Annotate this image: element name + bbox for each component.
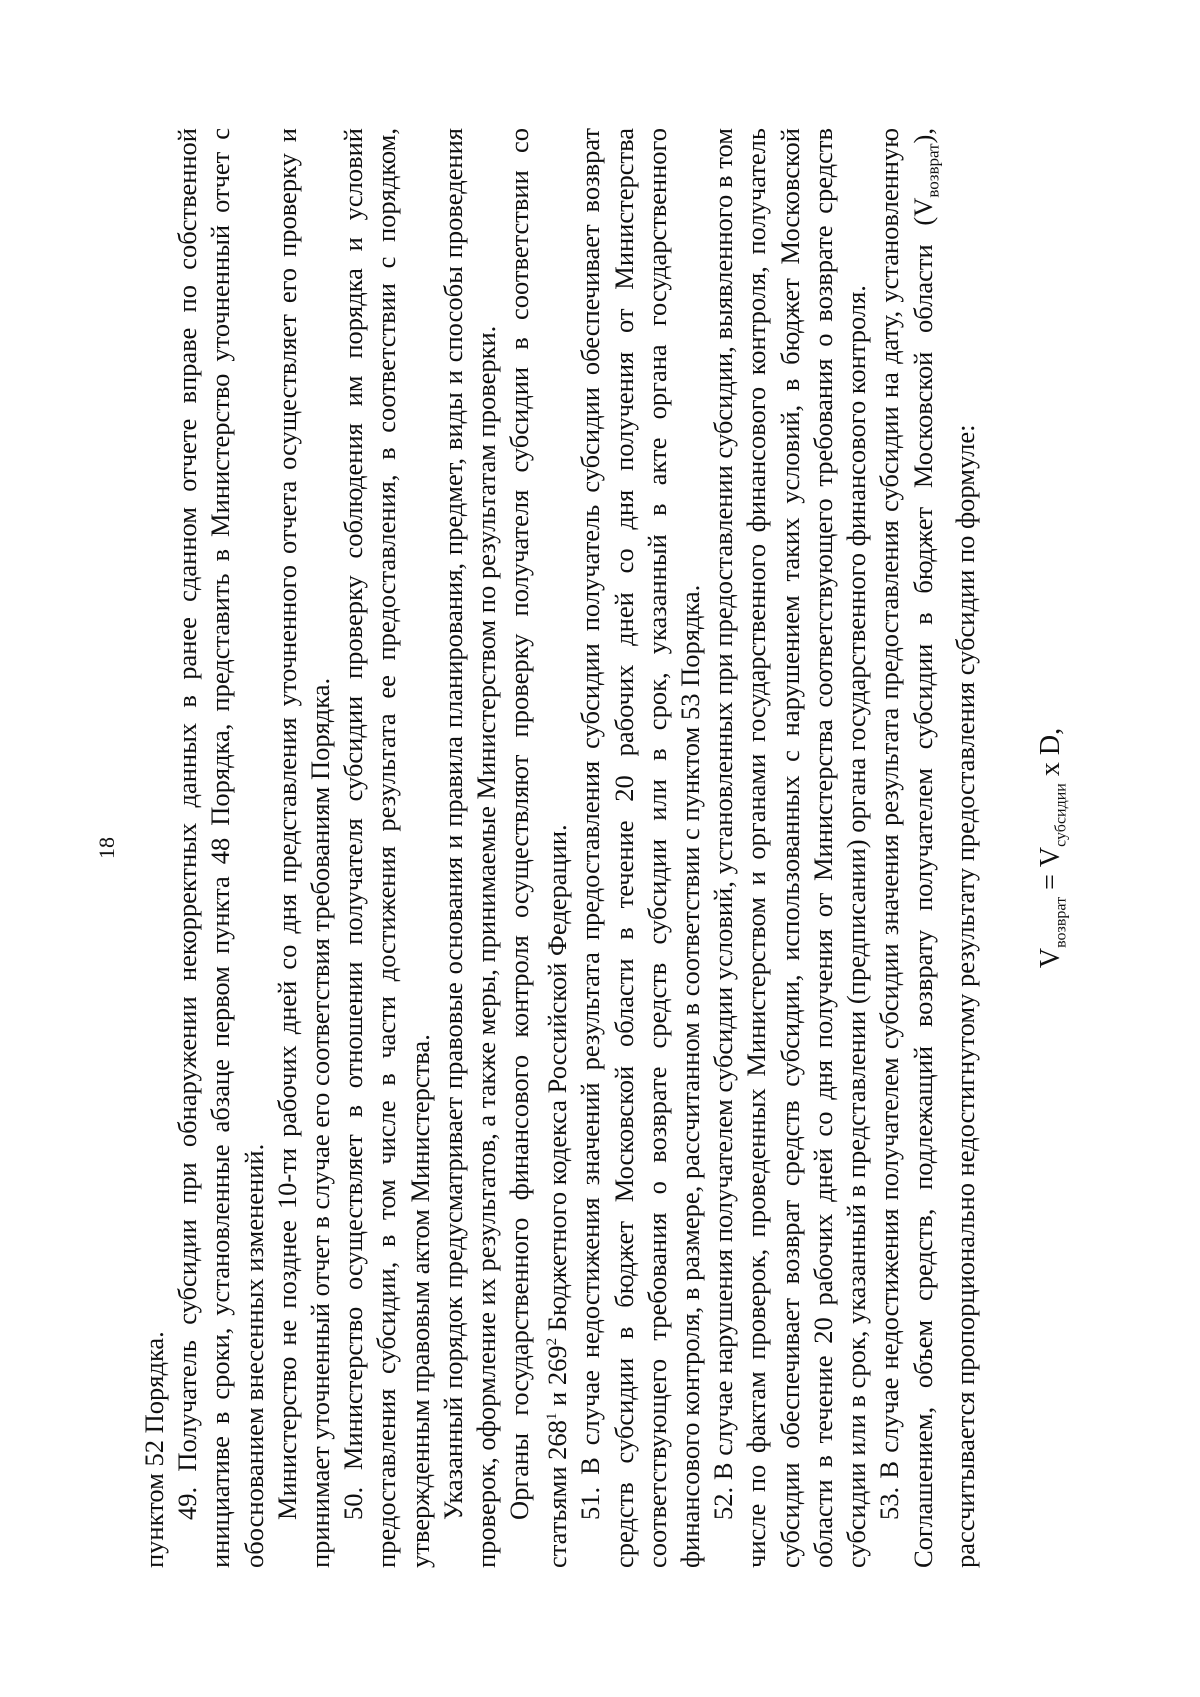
superscript-2: 2: [544, 1337, 561, 1346]
paragraph-50-financial-control: [503, 128, 574, 1568]
text-fragment: Бюджетного кодекса Российской Федерации.: [542, 824, 573, 1338]
paragraph-50: 50. Министерство осуществляет в отношении получателя субсидии проверку соблюдения им порядка и условий предоставления субсидии, в том числе в части достижения результата ее предоставления, в соответствии с порядком, утвержденным правовым актом Министерства.: [338, 128, 435, 1568]
document-page: [70, 58, 1130, 1638]
page-number: 18: [94, 837, 119, 859]
paragraph-50-procedure: Указанный порядок предусматривает правовые основания и правила планирования, предмет, виды и способы проведения проверок, оформление их результатов, а также меры, принимаемые Министерством по результатам проверки.: [437, 128, 502, 1568]
formula-equals: = V: [1035, 846, 1067, 897]
text-fragment: ), рассчитывается пропорционально недостигнутому результату предоставления субсидии по формуле:: [907, 128, 980, 1568]
paragraph-continuation: пунктом 52 Порядка.: [139, 1331, 169, 1568]
text-fragment: Органы государственного финансового контроля осуществляют проверку получателя субсидии в соответствии со статьями 268: [504, 128, 573, 1568]
superscript-1: 1: [544, 1412, 561, 1421]
formula-sub-subsidii: субсидии: [1052, 783, 1070, 847]
paragraph-49-check: Министерство не позднее 10-ти рабочих дней со дня представления уточненного отчета осуществляет его проверку и принимает уточненный отчет в случае его соответствия требованиям Порядка.: [271, 128, 336, 1568]
document-body: [138, 128, 1078, 1568]
paragraph-53: [873, 128, 982, 1568]
formula-tail: x D,: [1035, 727, 1067, 784]
subscript-vozvrat: возврат: [922, 143, 942, 198]
text-fragment: и 269: [542, 1345, 573, 1413]
paragraph-49: 49. Получатель субсидии при обнаружении некорректных данных в ранее сданном отчете вправе по собственной инициативе в сроки, установленные абзаце первом пункта 48 Порядка, представить в Министерство уточненный отчет с обоснованием внесенных изменений.: [172, 128, 269, 1568]
formula: [1034, 128, 1078, 1568]
formula-sub-vozvrat: возврат: [1052, 896, 1070, 948]
text-fragment: 53. В случае недостижения получателем субсидии значения результата предоставления субсидии на дату, установленную Соглашением, объем средств, подлежащий возврату получателем субсидии в бюджет Московской области (V: [874, 128, 938, 1568]
paragraph-52: 52. В случае нарушения получателем субсидии условий, установленных при предоставлении субсидии, выявленного в том числе по фактам проверок, проведенных Министерством и органами государственного финансового контроля, получатель субсидии обеспечивает возврат средств субсидии, использованных с нарушением таких условий, в бюджет Московской области в течение 20 рабочих дней со дня получения от Министерства соответствующего требования о возврате средств субсидии или в срок, указанный в представлении (предписании) органа государственного финансового контроля.: [708, 128, 872, 1568]
formula-v: V: [1035, 947, 1067, 969]
paragraph-51: 51. В случае недостижения значений результата предоставления субсидии получатель субсидии обеспечивает возврат средств субсидии в бюджет Московской области в течение 20 рабочих дней со дня получения от Министерства соответствующего требования о возврате средств субсидии или в срок, указанный в акте органа государственного финансового контроля, в размере, рассчитанном в соответствии с пунктом 53 Порядка.: [575, 128, 706, 1568]
